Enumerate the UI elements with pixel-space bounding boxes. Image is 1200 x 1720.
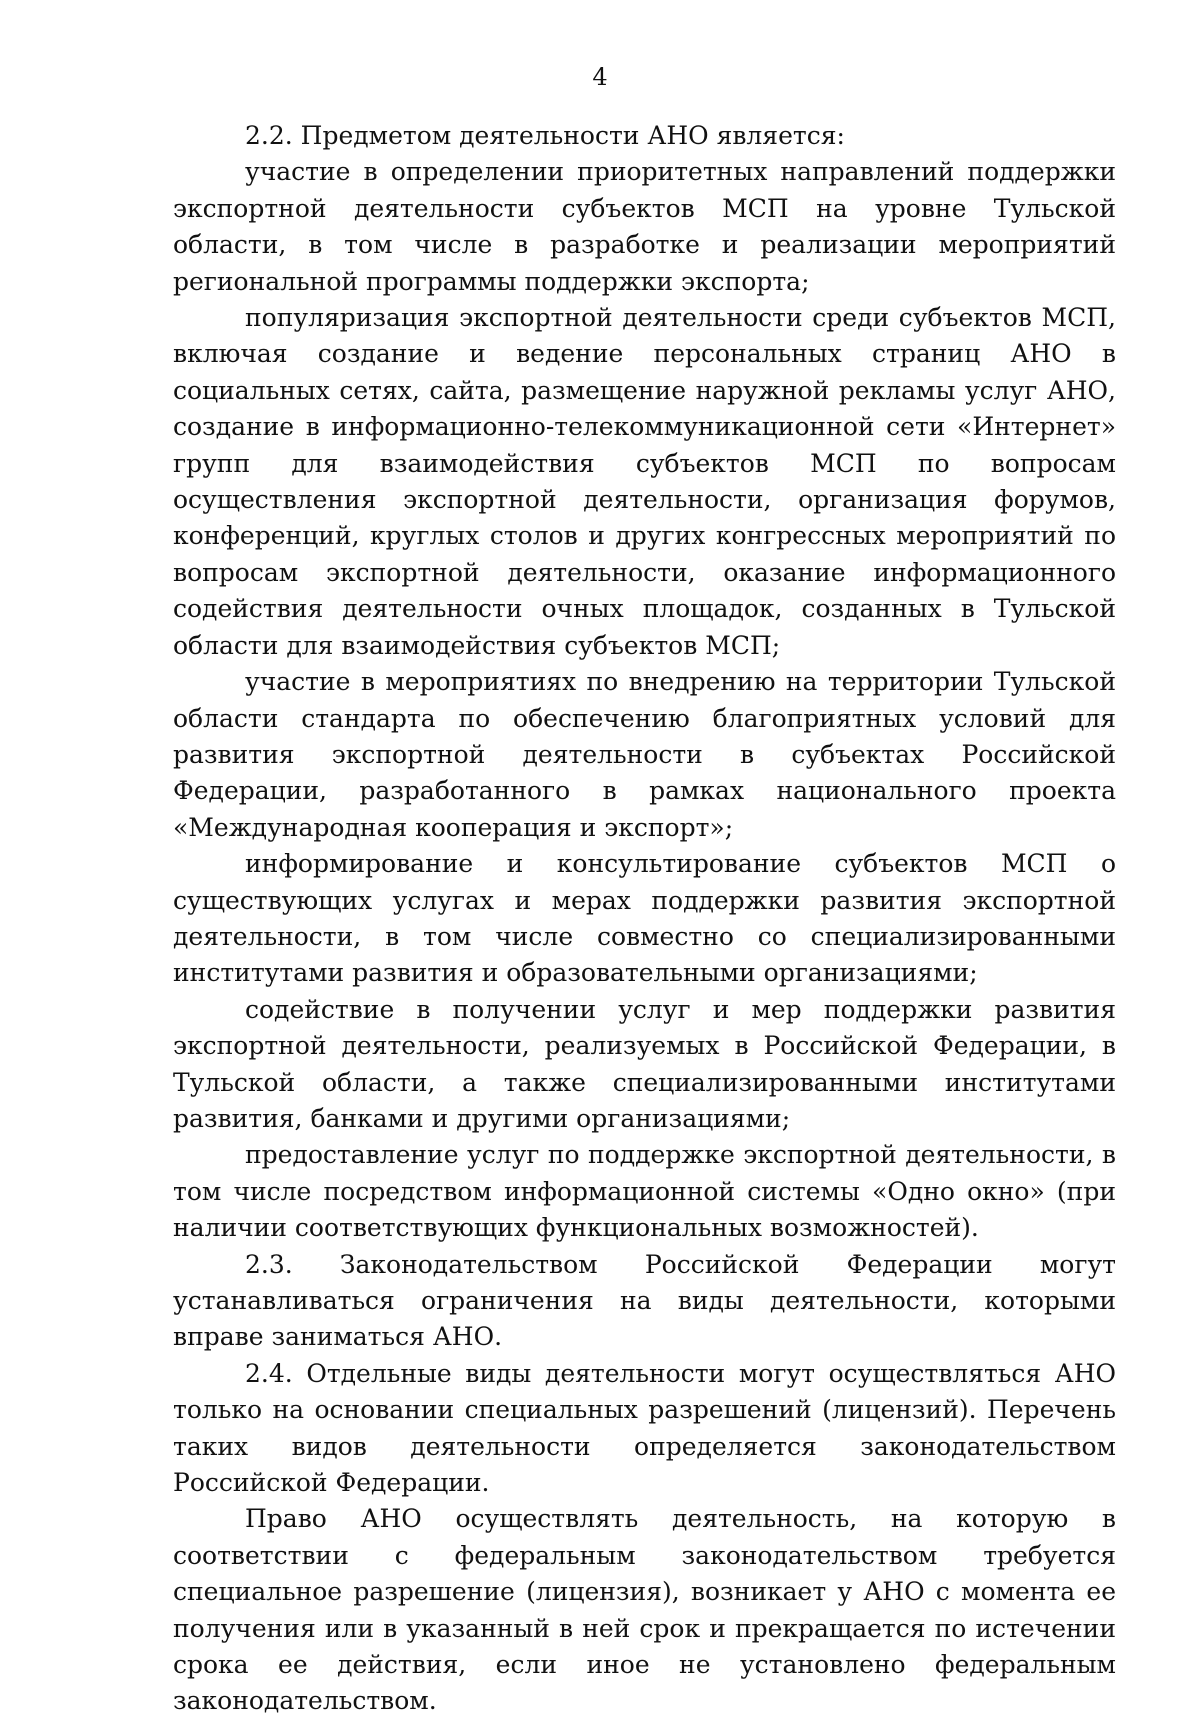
page-number: 4 — [592, 63, 608, 91]
paragraph-2-4-licenses: 2.4. Отдельные виды деятельности могут осуществляться АНО только на основании специальных разрешений (лицензий). Перечень таких видов деятельности определяется законодательством Российской Федерации. — [173, 1358, 1116, 1498]
paragraph-assistance-services: содействие в получении услуг и мер поддержки развития экспортной деятельности, реализуемых в Российской Федерации, в Тульской области, а также специализированными институтами развития, банками и другими организациями; — [173, 994, 1116, 1133]
paragraph-2-3-restrictions: 2.3. Законодательством Российской Федерации могут устанавливаться ограничения на виды деятельности, которыми вправе заниматься АНО. — [173, 1249, 1116, 1352]
paragraph-informing-consulting: информирование и консультирование субъектов МСП о существующих услугах и мерах поддержки развития экспортной деятельности, в том числе совместно со специализированными институтами развития и образовательными организациями; — [173, 849, 1116, 988]
paragraph-standard-implementation: участие в мероприятиях по внедрению на территории Тульской области стандарта по обеспечению благоприятных условий для развития экспортной деятельности в субъектах Российской Федерации, разработанного в рамках национального проекта «Международная кооперация и экспорт»; — [173, 667, 1116, 842]
document-body — [173, 118, 1116, 1720]
paragraph-license-right: Право АНО осуществлять деятельность, на которую в соответствии с федеральным законодательством требуется специальное разрешение (лицензия), возникает у АНО с момента ее получения или в указанный в ней срок и прекращается по истечении срока ее действия, если иное не установлено федеральным законодательством. — [173, 1504, 1116, 1716]
paragraph-providing-services: предоставление услуг по поддержке экспортной деятельности, в том числе посредством информационной системы «Одно окно» (при наличии соответствующих функциональных возможностей). — [173, 1140, 1116, 1243]
paragraph-2-2-heading: 2.2. Предметом деятельности АНО является: — [245, 121, 845, 150]
paragraph-popularization: популяризация экспортной деятельности среди субъектов МСП, включая создание и ведение персональных страниц АНО в социальных сетях, сайта, размещение наружной рекламы услуг АНО, создание в информационно-телекоммуникационной сети «Интернет» групп для взаимодействия субъектов МСП по вопросам осуществления экспортной деятельности, организация форумов, конференций, круглых столов и других конгрессных мероприятий по вопросам экспортной деятельности, оказание информационного содействия деятельности очных площадок, созданных в Тульской области для взаимодействия субъектов МСП; — [173, 303, 1116, 660]
paragraph-participation-priorities: участие в определении приоритетных направлений поддержки экспортной деятельности субъектов МСП на уровне Тульской области, в том числе в разработке и реализации мероприятий региональной программы поддержки экспорта; — [173, 157, 1116, 296]
